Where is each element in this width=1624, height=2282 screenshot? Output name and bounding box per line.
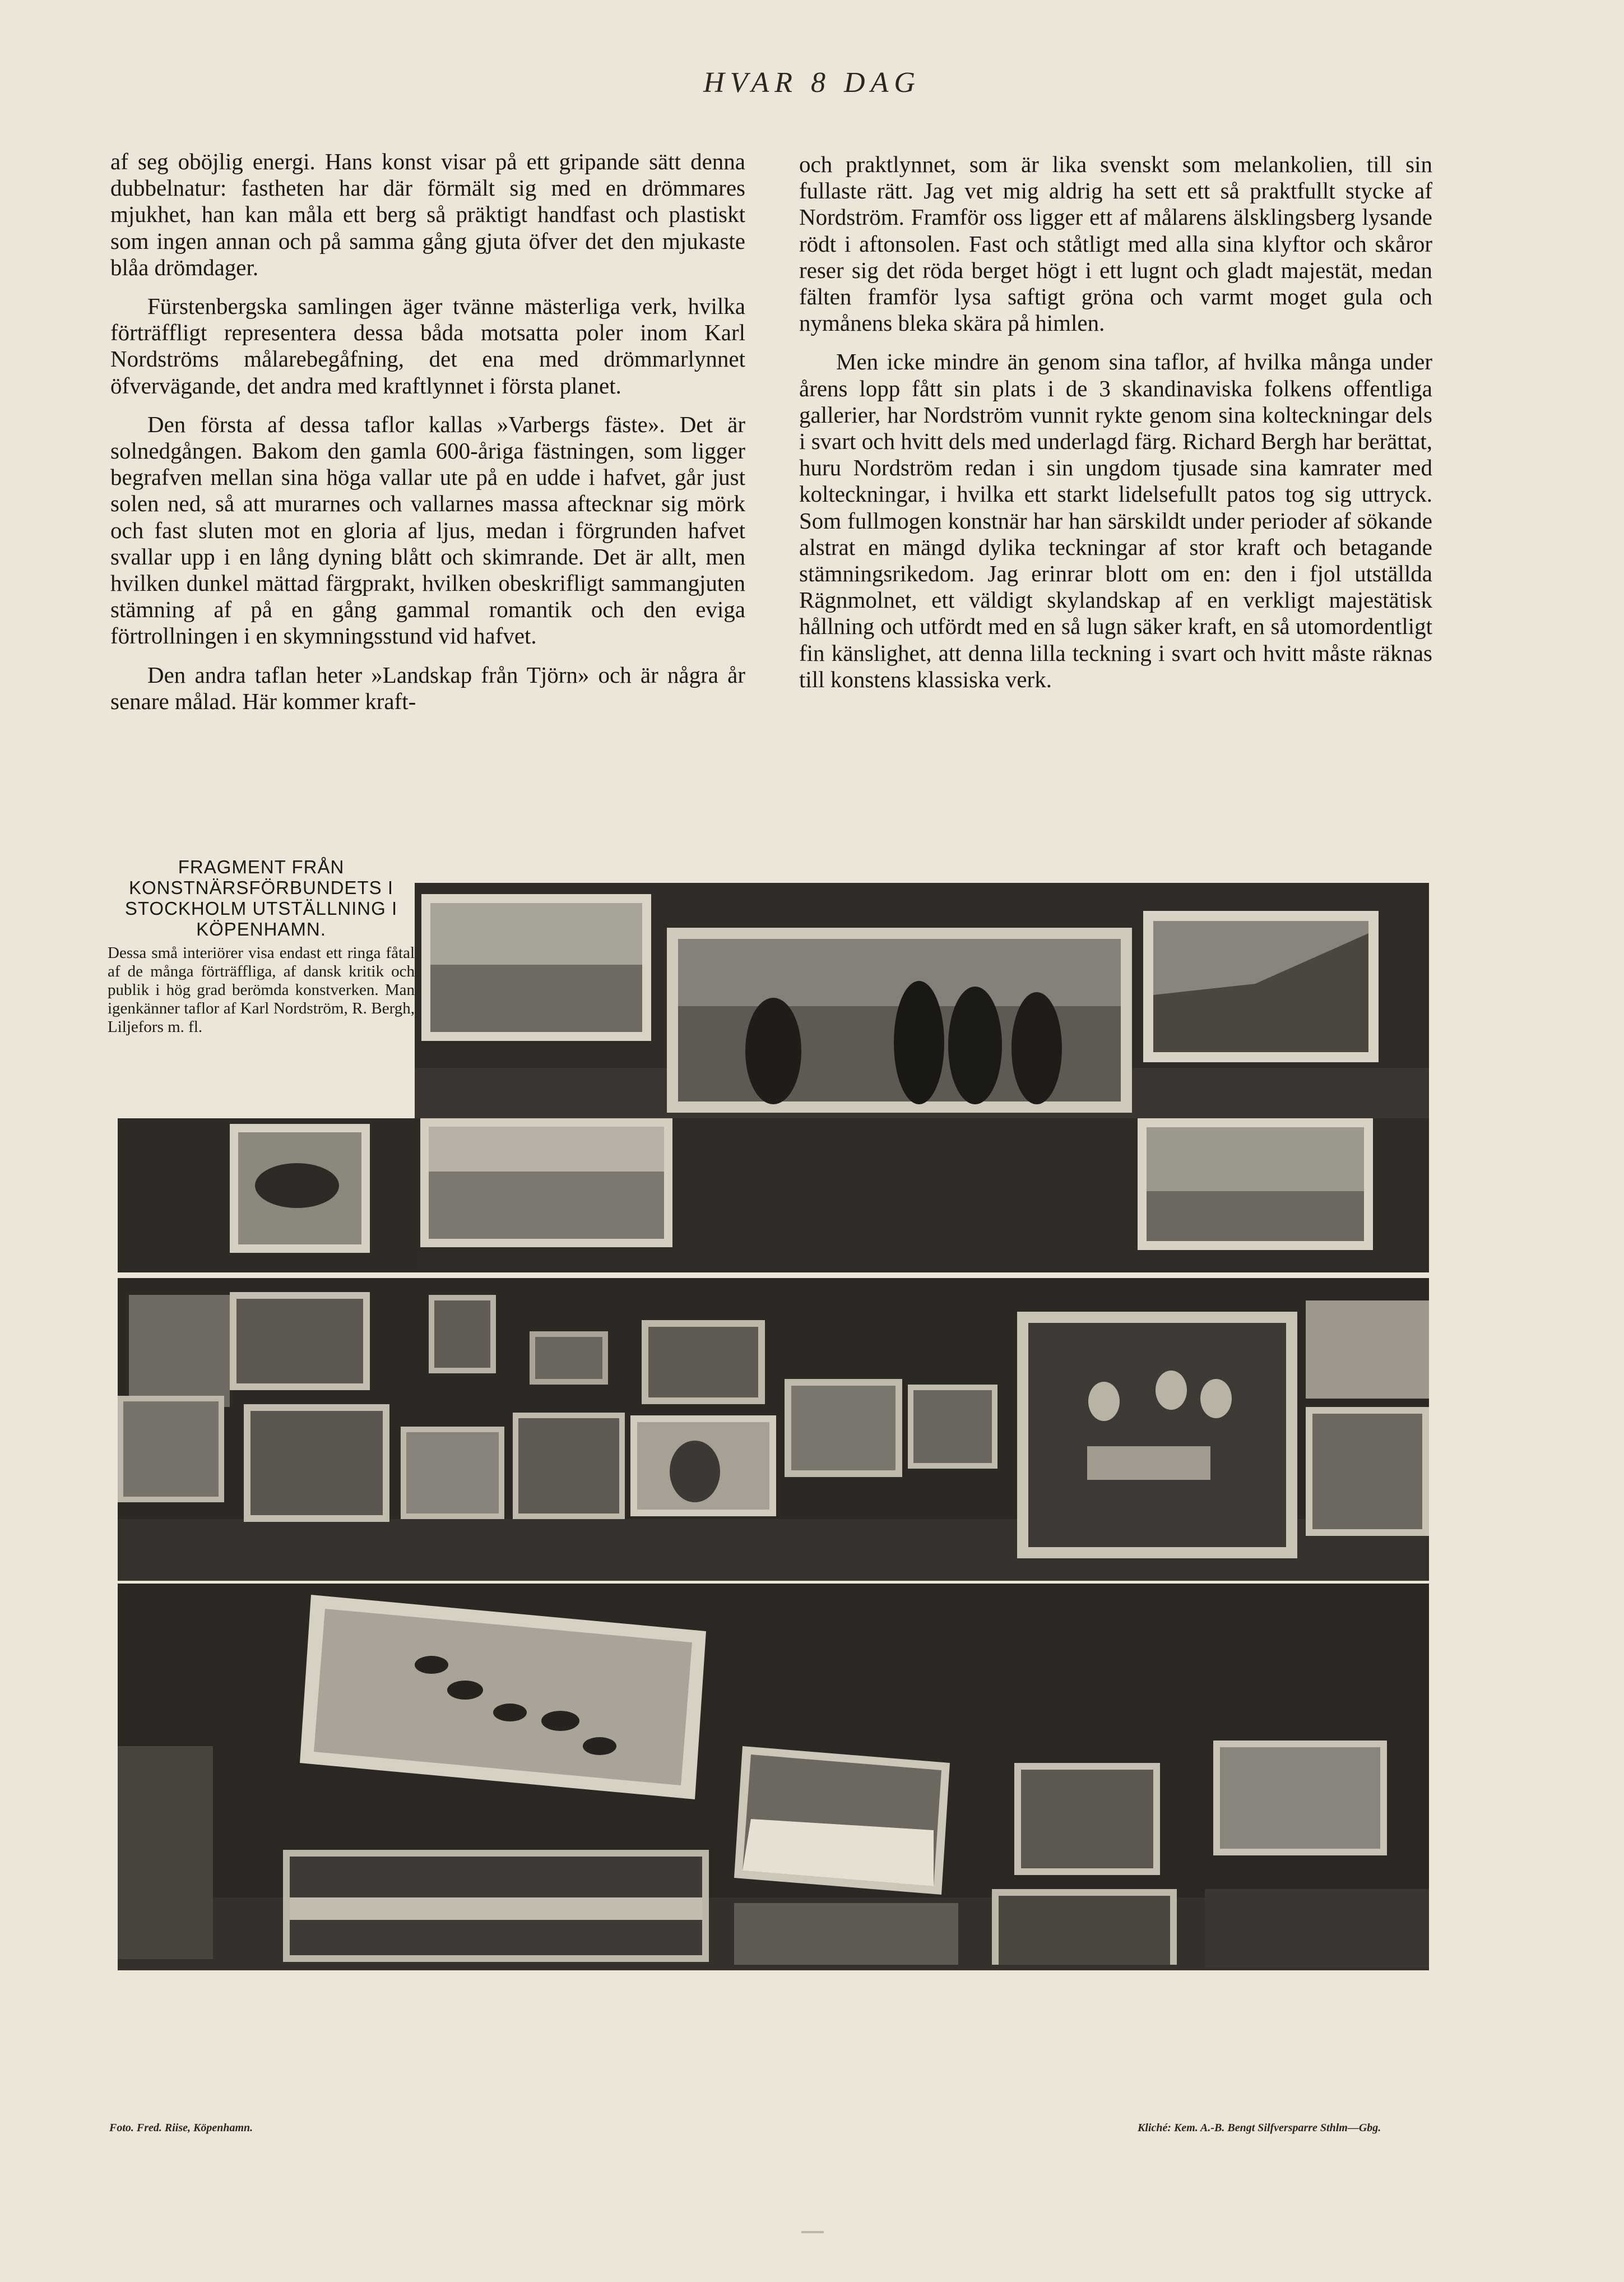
paragraph: Den första af dessa taflor kallas »Varbergs fäste». Det är solnedgången. Bakom den gamla 600-åriga fästningen, som ligger begrafven mellan sina höga vallar ute på en udde i hafvet, går just solen ned, så att murarnes och vallarnes massa aftecknar sig mörk och fast sluten mot en gloria af ljus, medan i förgrunden hafvet svallar upp i en lång dyning blått och skimrande. Det är allt, men hvilken dunkel mättad färgprakt, hvilken obeskrifligt sammangjuten stämning af på en gång gammal romantik och den eviga förtrollningen i en skymningsstund vid hafvet. <box>110 411 745 649</box>
engraving-credit: Kliché: Kem. A.-B. Bengt Silfversparre Sthlm—Gbg. <box>1138 2122 1381 2134</box>
page-mark <box>801 2231 824 2233</box>
caption-title: FRAGMENT FRÅN KONSTNÄRSFÖRBUNDETS I STOCKHOLM UTSTÄLLNING I KÖPENHAMN. <box>124 857 398 939</box>
paragraph: Men icke mindre än genom sina taflor, af hvilka många under årens lopp fått sin plats i de 3 skandinaviska folkens offentliga gallerier, har Nordström vunnit rykte genom sina kolteckningar dels i svart och hvitt dels med underlagd färg. Richard Bergh har berättat, huru Nordström redan i sin ungdom tjusade sina kamrater med kolteckningar, i hvilka ett starkt lidelsefullt patos tog sig uttryck. Som fullmogen konstnär har han särskildt under perioder af sökande alstrat en mängd dylika teckningar af stor kraft och betagande stämningsrikedom. Jag erinrar blott om en: den i fjol utställda Rägnmolnet, ett väldigt skylandskap af en verkligt majestätisk hållning och utfördt med en så lugn säker kraft, en så utomordentligt fin känslighet, att denna lilla teckning i svart och hvitt måste räknas till konstens klassiska verk. <box>799 349 1432 692</box>
exhibition-photo-2 <box>118 1278 1429 1581</box>
right-text-column <box>799 151 1432 705</box>
exhibition-photo-3 <box>118 1584 1429 1970</box>
exhibition-photo-1 <box>415 883 1429 1118</box>
paragraph: och praktlynnet, som är lika svenskt som melankolien, till sin fullaste rätt. Jag vet mig aldrig ha sett ett så praktfullt stycke af Nordström. Framför oss ligger ett af målarens älsklingsberg lysande rödt i aftonsolen. Fast och ståtligt med alla sina klyftor och skåror reser sig det röda berget högt i ett lugnt och gladt majestät, medan fälten framför lysa saftigt gröna och varmt moget gula och nymånens bleka skära på himlen. <box>799 151 1432 336</box>
paragraph: Fürstenbergska samlingen äger tvänne mästerliga verk, hvilka förträffligt representera dessa båda motsatta poler inom Karl Nordströms målarebegåfning, det ena med drömmarlynnet öfvervägande, det andra med kraftlynnet i första planet. <box>110 293 745 399</box>
photo-credit: Foto. Fred. Riise, Köpenhamn. <box>109 2122 253 2134</box>
exhibition-photo-1-right <box>420 1118 1429 1272</box>
photo-caption <box>108 857 415 1117</box>
caption-text: Dessa små interiörer visa endast ett ringa fåtal af de många förträffliga, af dansk kritik och publik i hög grad berömda konstverken. Man igenkänner taflor af Karl Nordström, R. Bergh, Liljefors m. fl. <box>108 944 415 1036</box>
paragraph: Den andra taflan heter »Landskap från Tjörn» och är några år senare målad. Här kommer kraft- <box>110 661 745 714</box>
page-header: HVAR 8 DAG <box>703 67 921 99</box>
paragraph: af seg oböjlig energi. Hans konst visar på ett gripande sätt denna dubbelnatur: fastheten har där förmält sig med en drömmares mjukhet, han kan måla ett berg så präktigt handfast och plastiskt som ingen annan och på samma gång gjuta öfver det den mjukaste blåa drömdager. <box>110 149 745 280</box>
left-text-column <box>110 149 745 727</box>
exhibition-photo-1-left <box>118 1118 420 1272</box>
